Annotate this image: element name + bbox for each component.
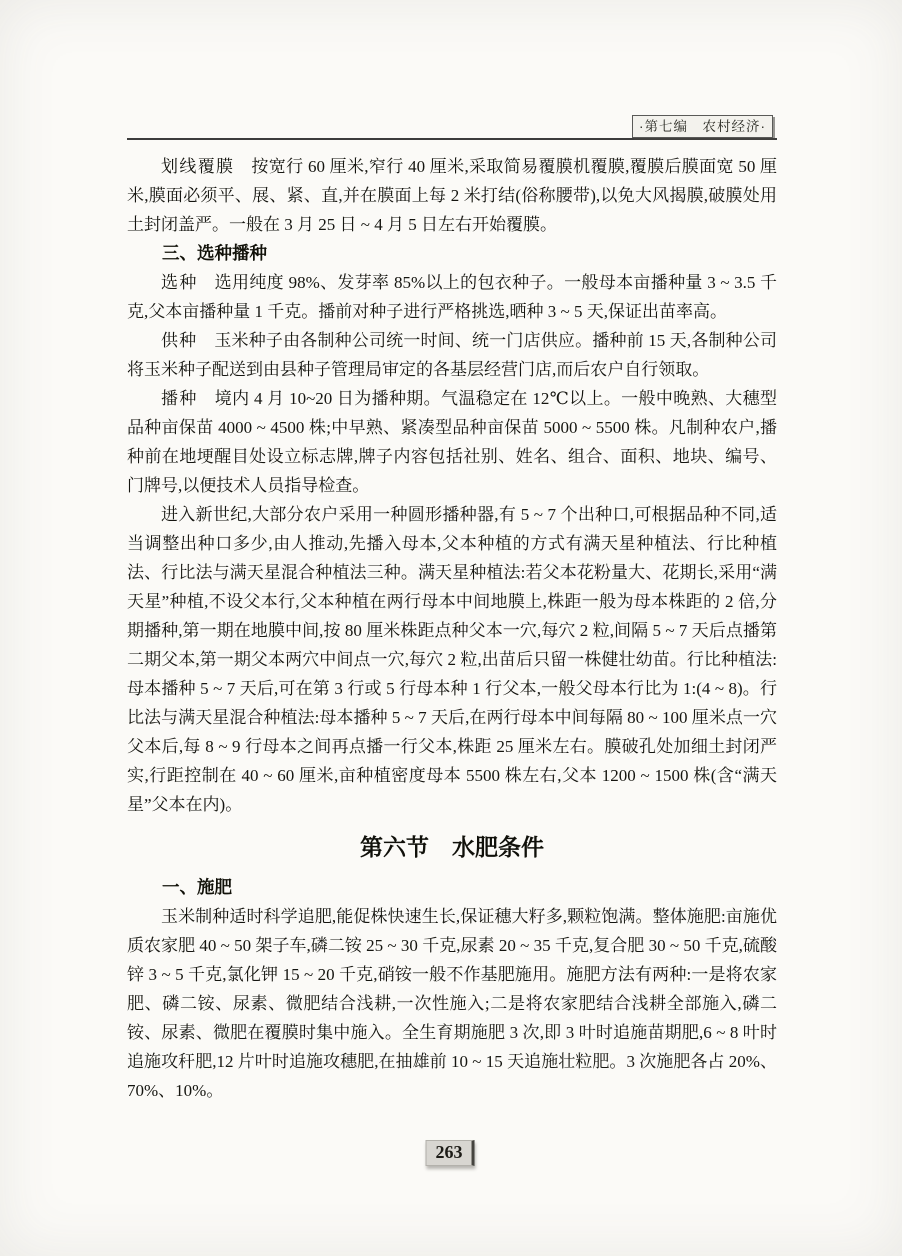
paragraph-fertilization: 玉米制种适时科学追肥,能促株快速生长,保证穗大籽多,颗粒饱满。整体施肥:亩施优质农家肥 40 ~ 50 架子车,磷二铵 25 ~ 30 千克,尿素 20 ~ 35 千克,复合肥 30 ~ 50 千克,硫酸锌 3 ~ 5 千克,氯化钾 15 ~ 20 千克,硝铵一般不作基肥施用。施肥方法有两种:一是将农家肥、磷二铵、尿素、微肥结合浅耕,一次性施入;二是将农家肥结合浅耕全部施入,磷二铵、尿素、微肥在覆膜时集中施入。全生育期施肥 3 次,即 3 叶时追施苗期肥,6 ~ 8 叶时追施攻秆肥,12 片叶时追施攻穗肥,在抽雄前 10 ~ 15 天追施壮粒肥。3 次施肥各占 20%、70%、10%。 bbox=[127, 907, 777, 1100]
paragraph-line-marking-film bbox=[127, 152, 777, 239]
run-in-term: 供种 bbox=[161, 331, 198, 350]
header-rule bbox=[127, 138, 777, 140]
run-in-term: 选种 bbox=[161, 273, 198, 292]
paragraph-sowing bbox=[127, 384, 777, 500]
page-number: 263 bbox=[426, 1140, 475, 1166]
paragraph-text: 境内 4 月 10~20 日为播种期。气温稳定在 12℃以上。一般中晚熟、大穗型品种亩保苗 4000 ~ 4500 株;中早熟、紧凑型品种亩保苗 5000 ~ 5500 株。凡制种农户,播种前在地埂醒目处设立标志牌,牌子内容包括社别、姓名、组合、面积、地块、编号、门牌号,以便技术人员指导检查。 bbox=[127, 389, 778, 495]
run-in-term: 划线覆膜 bbox=[161, 157, 235, 176]
section-badge: ·第七编 农村经济· bbox=[632, 115, 773, 138]
page-body bbox=[127, 152, 777, 1105]
paragraph-planting-methods: 进入新世纪,大部分农户采用一种圆形播种器,有 5 ~ 7 个出种口,可根据品种不同,适当调整出种口多少,由人推动,先播入母本,父本种植的方式有满天星种植法、行比种植法、行比法与满天星混合种植法三种。满天星种植法:若父本花粉量大、花期长,采用“满天星”种植,不设父本行,父本种植在两行母本中间地膜上,株距一般为母本株距的 2 倍,分期播种,第一期在地膜中间,按 80 厘米株距点种父本一穴,每穴 2 粒,间隔 5 ~ 7 天后点播第二期父本,第一期父本两穴中间点一穴,每穴 2 粒,出苗后只留一株健壮幼苗。行比种植法:母本播种 5 ~ 7 天后,可在第 3 行或 5 行母本种 1 行父本,一般父母本行比为 1:(4 ~ 8)。行比法与满天星混合种植法:母本播种 5 ~ 7 天后,在两行母本中间每隔 80 ~ 100 厘米点一穴父本后,每 8 ~ 9 行母本之间再点播一行父本,株距 25 厘米左右。膜破孔处加细土封闭严实,行距控制在 40 ~ 60 厘米,亩种植密度母本 5500 株左右,父本 1200 ~ 1500 株(含“满天星”父本在内)。 bbox=[127, 505, 777, 814]
paragraph-seed-selection bbox=[127, 268, 777, 326]
run-in-term: 播种 bbox=[161, 389, 198, 408]
paragraph-seed-supply bbox=[127, 326, 777, 384]
paragraph-text: 玉米种子由各制种公司统一时间、统一门店供应。播种前 15 天,各制种公司将玉米种子配送到由县种子管理局审定的各基层经营门店,而后农户自行领取。 bbox=[127, 331, 778, 379]
section-title-water-fertilizer: 第六节 水肥条件 bbox=[360, 834, 544, 860]
subhead-fertilization: 一、施肥 bbox=[162, 877, 232, 897]
subhead-seed-selection-sowing: 三、选种播种 bbox=[162, 243, 267, 263]
paragraph-text: 选用纯度 98%、发芽率 85%以上的包衣种子。一般母本亩播种量 3 ~ 3.5 千克,父本亩播种量 1 千克。播前对种子进行严格挑选,晒种 3 ~ 5 天,保证出苗率高。 bbox=[127, 273, 777, 321]
paragraph-text: 按宽行 60 厘米,窄行 40 厘米,采取简易覆膜机覆膜,覆膜后膜面宽 50 厘米,膜面必须平、展、紧、直,并在膜面上每 2 米打结(俗称腰带),以免大风揭膜,破膜处用土封闭盖严。一般在 3 月 25 日 ~ 4 月 5 日左右开始覆膜。 bbox=[127, 157, 778, 234]
